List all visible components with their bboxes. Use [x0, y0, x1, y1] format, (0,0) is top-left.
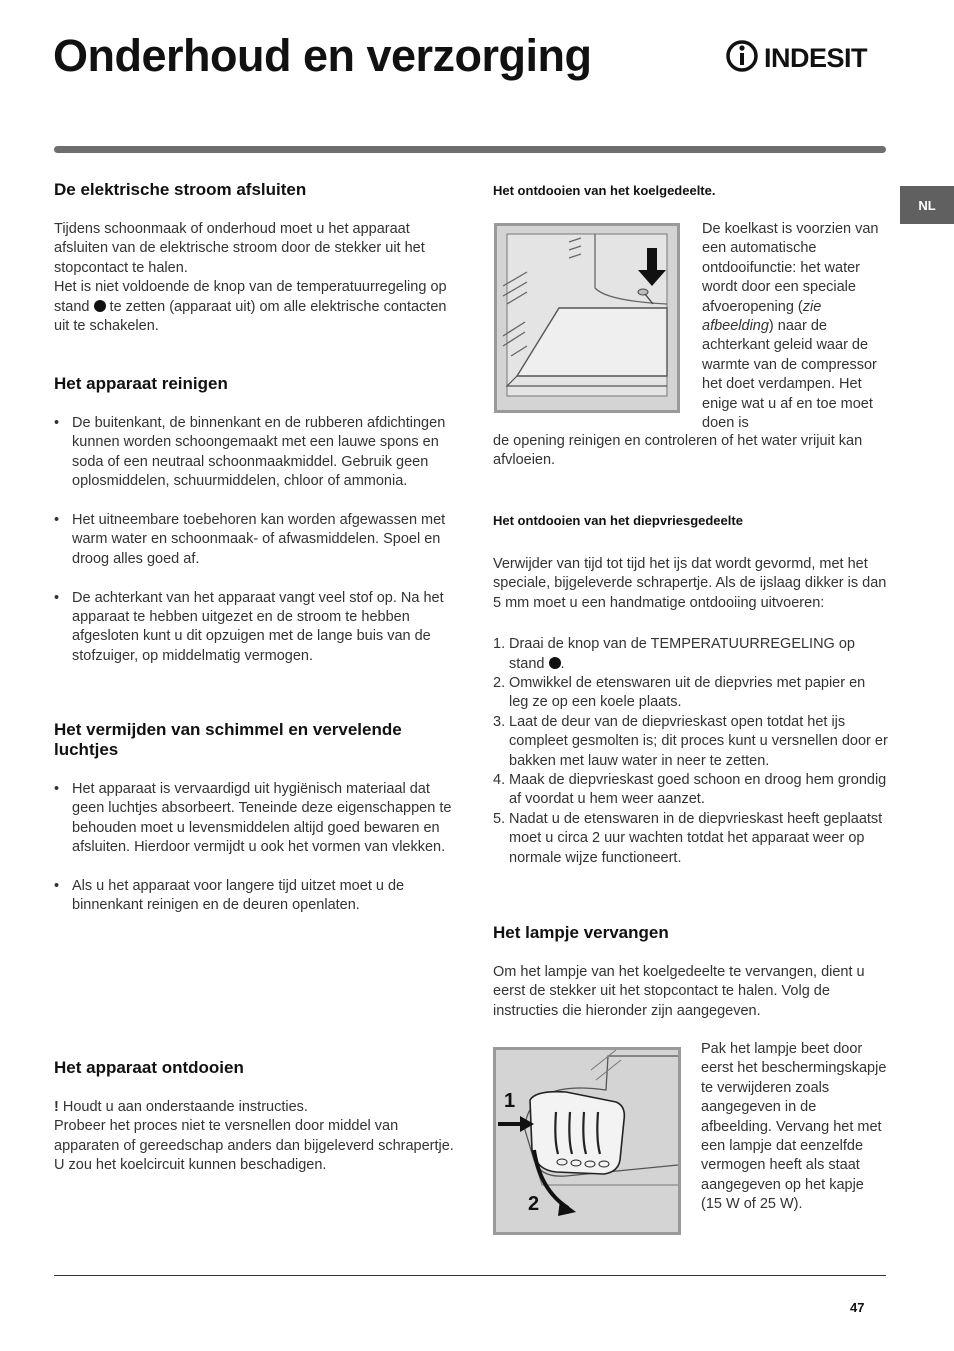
- step-text: .: [560, 655, 565, 672]
- paragraph: Pak het lampje beet door eerst het beschermingskapje te verwijderen zoals aangegeven in de afbeelding. Vervang het met een lampje dat eenzelfde vermogen heeft als staat aangegeven op het kapje (15 W of 25 W).: [701, 1041, 887, 1213]
- figure-lamp-cover: [493, 1047, 681, 1235]
- figure-label-2: 2: [528, 1193, 540, 1215]
- list-item: • Het uitneembare toebehoren kan worden afgewassen met warm water en schoonmaak- of afwasmiddelen. Spoel en droog alles goed af.: [54, 511, 454, 569]
- section-title: Het apparaat reinigen: [54, 374, 228, 393]
- header-divider: [54, 146, 886, 153]
- paragraph: Probeer het proces niet te versnellen door middel van apparaten of gereedschap anders dan bijgeleverd schrapertje. U zou het koelcircuit kunnen beschadigen.: [54, 1118, 454, 1174]
- list-item: [493, 771, 888, 810]
- lamp-intro: [493, 963, 888, 1021]
- step-text: Draai de knop van de TEMPERATUURREGELING op stand: [509, 636, 855, 672]
- list-item: • De buitenkant, de binnenkant en de rubberen afdichtingen kunnen worden schoongemaakt met een lauwe spons en soda of een neutraal schoonmaakmiddel. Gebruik geen oplosmiddelen, schuurmiddelen, chloor of ammonia.: [54, 414, 454, 492]
- footer-divider: [54, 1275, 886, 1276]
- warning-icon: !: [54, 1099, 59, 1115]
- bullet-list: [54, 414, 454, 666]
- brand-text: INDESIT: [764, 43, 868, 73]
- indesit-logo-icon: [726, 34, 886, 78]
- fridge-interior-illustration: [497, 226, 677, 410]
- freezer-defrost-body: [493, 555, 888, 868]
- paragraph-text: ) naar de achterkant geleid waar de warmte van de compressor het doet verdampen. Het enige wat u af en toe moet doen is: [702, 318, 877, 432]
- section-lamp: [493, 923, 669, 943]
- language-tab: NL: [900, 186, 954, 224]
- subsection-title: Het ontdooien van het diepvriesgedeelte: [493, 513, 743, 528]
- paragraph: Tijdens schoonmaak of onderhoud moet u het apparaat afsluiten van de elektrische stroom door de stekker uit het stopcontact te halen.: [54, 221, 425, 276]
- step-text: Laat de deur van de diepvrieskast open totdat het ijs compleet gesmolten is; dit proces kunt u versnellen door er bakken met lauw water in neer te zetten.: [509, 713, 888, 769]
- figure-drain-hole: [494, 223, 680, 413]
- list-item: • De achterkant van het apparaat vangt veel stof op. Na het apparaat te hebben uitgezet en de stroom te hebben afgesloten kunt u dit opzuigen met de lange buis van de stofzuiger, op middelmatig vermogen.: [54, 589, 454, 667]
- indesit-logo: [726, 34, 886, 78]
- lamp-side-text: [701, 1040, 887, 1215]
- subsection-title-fridge-defrost: [493, 183, 715, 198]
- paragraph: [54, 278, 454, 336]
- section-mould: [54, 720, 454, 935]
- paragraph: Verwijder van tijd tot tijd het ijs dat wordt gevormd, met het speciale, bijgeleverde schrapertje. Als de ijslaag dikker is dan 5 mm moet u een handmatige ontdooiing uitvoeren:: [493, 556, 887, 611]
- step-number: 2.: [493, 675, 506, 692]
- paragraph: [702, 220, 888, 433]
- section-defrost: [54, 1058, 454, 1176]
- step-number: 3.: [493, 713, 506, 730]
- fridge-defrost-full-text: [493, 432, 888, 471]
- subsection-title: Het ontdooien van het koelgedeelte.: [493, 183, 716, 198]
- section-title: De elektrische stroom afsluiten: [54, 180, 307, 199]
- paragraph: de opening reinigen en controleren of het water vrijuit kan afvloeien.: [493, 433, 863, 469]
- figure-reference: zie afbeelding: [702, 298, 822, 335]
- numbered-steps: [493, 635, 888, 868]
- step-text: Maak de diepvrieskast goed schoon en droog hem grondig af voordat u hem weer aanzet.: [509, 772, 887, 808]
- paragraph-text: De koelkast is voorzien van een automatische ontdooifunctie: het water wordt door een speciale afvoeropening (: [702, 221, 879, 315]
- warning-line: [54, 1098, 454, 1117]
- section-title: Het apparaat ontdooien: [54, 1058, 244, 1077]
- step-text: Nadat u de etenswaren in de diepvrieskast heeft geplaatst moet u circa 2 uur wachten totdat het apparaat weer op normale wijze functioneert.: [509, 810, 883, 866]
- list-item: [493, 810, 888, 868]
- bullet-list: [54, 780, 454, 916]
- figure-label-1: 1: [504, 1090, 516, 1112]
- subsection-title-freezer-defrost: [493, 513, 743, 528]
- section-title: Het lampje vervangen: [493, 923, 669, 942]
- section-title: Het vermijden van schimmel en vervelende luchtjes: [54, 720, 402, 759]
- off-position-dot-icon: [94, 300, 106, 312]
- section-cleaning: [54, 374, 454, 686]
- section-power-off: [54, 180, 454, 336]
- page-title: Onderhoud en verzorging: [53, 30, 592, 81]
- list-item: [493, 635, 888, 674]
- page-number: 47: [850, 1300, 865, 1315]
- step-number: 1.: [493, 636, 506, 653]
- list-item: [493, 713, 888, 771]
- paragraph-text: Het is niet voldoende de knop van de temperatuurregeling op stand: [54, 279, 447, 315]
- paragraph: Om het lampje van het koelgedeelte te vervangen, dient u eerst de stekker uit het stopcontact te halen. Volg de instructies die hieronder zijn aangegeven.: [493, 964, 865, 1019]
- warning-text: Houdt u aan onderstaande instructies.: [62, 1099, 308, 1115]
- off-position-dot-icon: [549, 657, 561, 669]
- paragraph-text: te zetten (apparaat uit) om alle elektrische contacten uit te schakelen.: [54, 298, 447, 335]
- step-number: 4.: [493, 772, 506, 789]
- list-item: • Als u het apparaat voor langere tijd uitzet moet u de binnenkant reinigen en de deuren openlaten.: [54, 877, 454, 916]
- fridge-defrost-side-text: [702, 220, 888, 433]
- lamp-cover-illustration: [496, 1050, 678, 1232]
- list-item: [493, 674, 888, 713]
- step-text: Omwikkel de etenswaren uit de diepvries met papier en leg ze op een koele plaats.: [509, 675, 866, 711]
- list-item: • Het apparaat is vervaardigd uit hygiënisch materiaal dat geen luchtjes absorbeert. Teneinde deze eigenschappen te behouden moet u levensmiddelen altijd goed bewaren en afsluiten. Hierdoor vermijdt u ook het vormen van vlekken.: [54, 780, 454, 858]
- step-number: 5.: [493, 810, 506, 827]
